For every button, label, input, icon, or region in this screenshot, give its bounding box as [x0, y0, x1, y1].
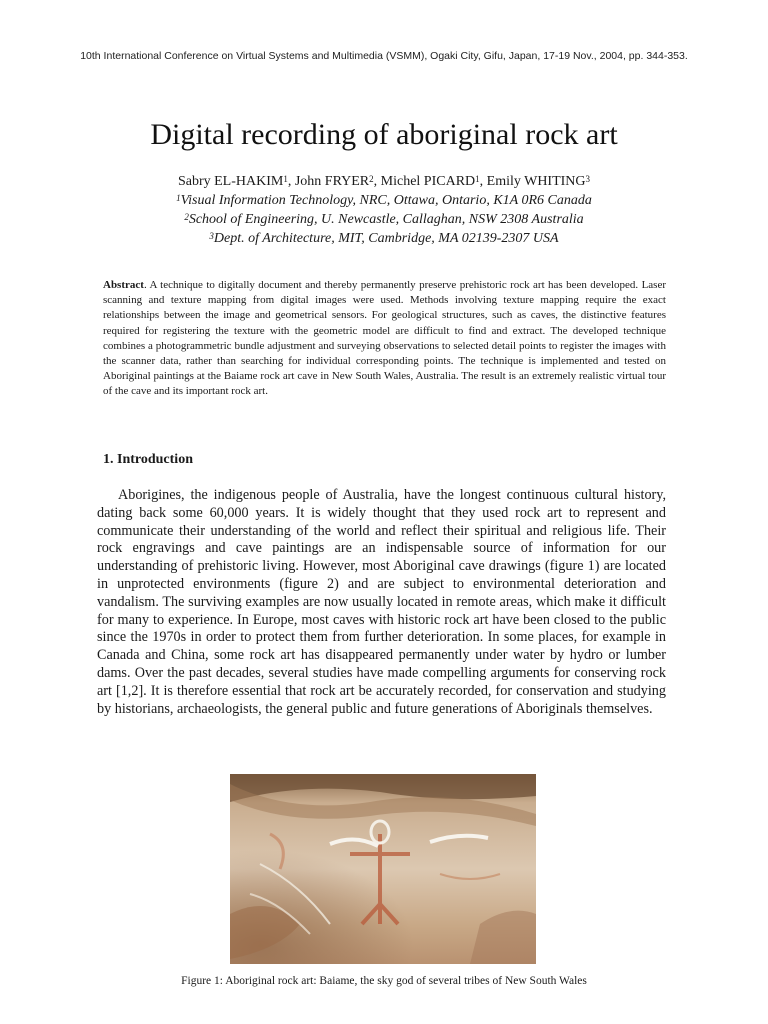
author-name: John FRYER: [294, 174, 370, 189]
affiliation-sup: 2: [184, 212, 189, 222]
rock-art-photo: [230, 774, 536, 964]
affiliation-text: School of Engineering, U. Newcastle, Callaghan, NSW 2308 Australia: [188, 212, 584, 227]
affiliation-sup: 1: [176, 193, 181, 203]
author-names: [0, 172, 768, 191]
affiliation: [0, 210, 768, 229]
author-separator: ,: [287, 174, 295, 189]
introduction-paragraph: Aborigines, the indigenous people of Australia, have the longest continuous cultural history, dating back some 60,000 years. It is widely thought that they used rock art to represent and communicate their understanding of the world and reflect their spiritual and religious life. Their rock engravings and cave paintings are an indispensable source of information for our understanding of prehistoric living. However, most Aboriginal cave drawings (figure 1) are located in unprotected environments (figure 2) and are subject to environmental deterioration and vandalism. The surviving examples are now usually located in remote areas, which make it difficult for many to experience. In Europe, most caves with historic rock art have been closed to the public since the 1970s in order to protect them from further deterioration. In some places, for example in Canada and China, some rock art has disappeared permanently under water by hydro or lumber dams. Over the past decades, several studies have made compelling arguments for conserving rock art [1,2]. It is therefore essential that rock art be accurately recorded, for conservation and studying by historians, archaeologists, the general public and future generations of Aboriginals themselves.: [97, 487, 666, 717]
paper-title: Digital recording of aboriginal rock art: [150, 118, 618, 151]
abstract-text: . A technique to digitally document and thereby permanently preserve prehistoric rock art has been developed. Laser scanning and texture mapping from digital images were used. Methods involving texture mapping require the exact relationships between the image and geometrical sensors. For geological structures, such as caves, the distinctive features required for registering the texture with the geometric model are difficult to find and extract. The developed technique combines a photogrammetric bundle adjustment and surveying observations to selected detail points to register the images with the scanner data, rather than searching for individual corresponding points. The technique is implemented and tested on Aboriginal paintings at the Baiame rock art cave in New South Wales, Australia. The result is an extremely realistic virtual tour of the cave and its important rock art.: [103, 279, 666, 398]
author-sup: 3: [585, 174, 591, 184]
figure-caption: Figure 1: Aboriginal rock art: Baiame, the sky god of several tribes of New South Wales: [181, 975, 587, 987]
author-sup: 1: [283, 174, 288, 184]
author-separator: ,: [479, 174, 487, 189]
affiliation: [0, 229, 768, 248]
affiliation-sup: 3: [209, 231, 214, 241]
affiliation-text: Visual Information Technology, NRC, Ottawa, Ontario, K1A 0R6 Canada: [180, 193, 592, 208]
abstract-label: Abstract: [103, 279, 144, 291]
abstract: [103, 278, 666, 400]
author-sup: 1: [475, 174, 480, 184]
author-name: Sabry EL-HAKIM: [177, 174, 284, 189]
author-block: [0, 172, 768, 248]
affiliation-text: Dept. of Architecture, MIT, Cambridge, MA 02139-2307 USA: [213, 231, 559, 246]
section-heading: 1. Introduction: [103, 452, 193, 467]
author-name: Emily WHITING: [486, 174, 586, 189]
author-separator: ,: [373, 174, 381, 189]
author-name: Michel PICARD: [380, 174, 476, 189]
author-sup: 2: [369, 174, 374, 184]
conference-header: 10th International Conference on Virtual Systems and Multimedia (VSMM), Ogaki City, Gifu, Japan, 17-19 Nov., 2004, pp. 344-353.: [80, 50, 688, 62]
affiliation: [0, 191, 768, 210]
